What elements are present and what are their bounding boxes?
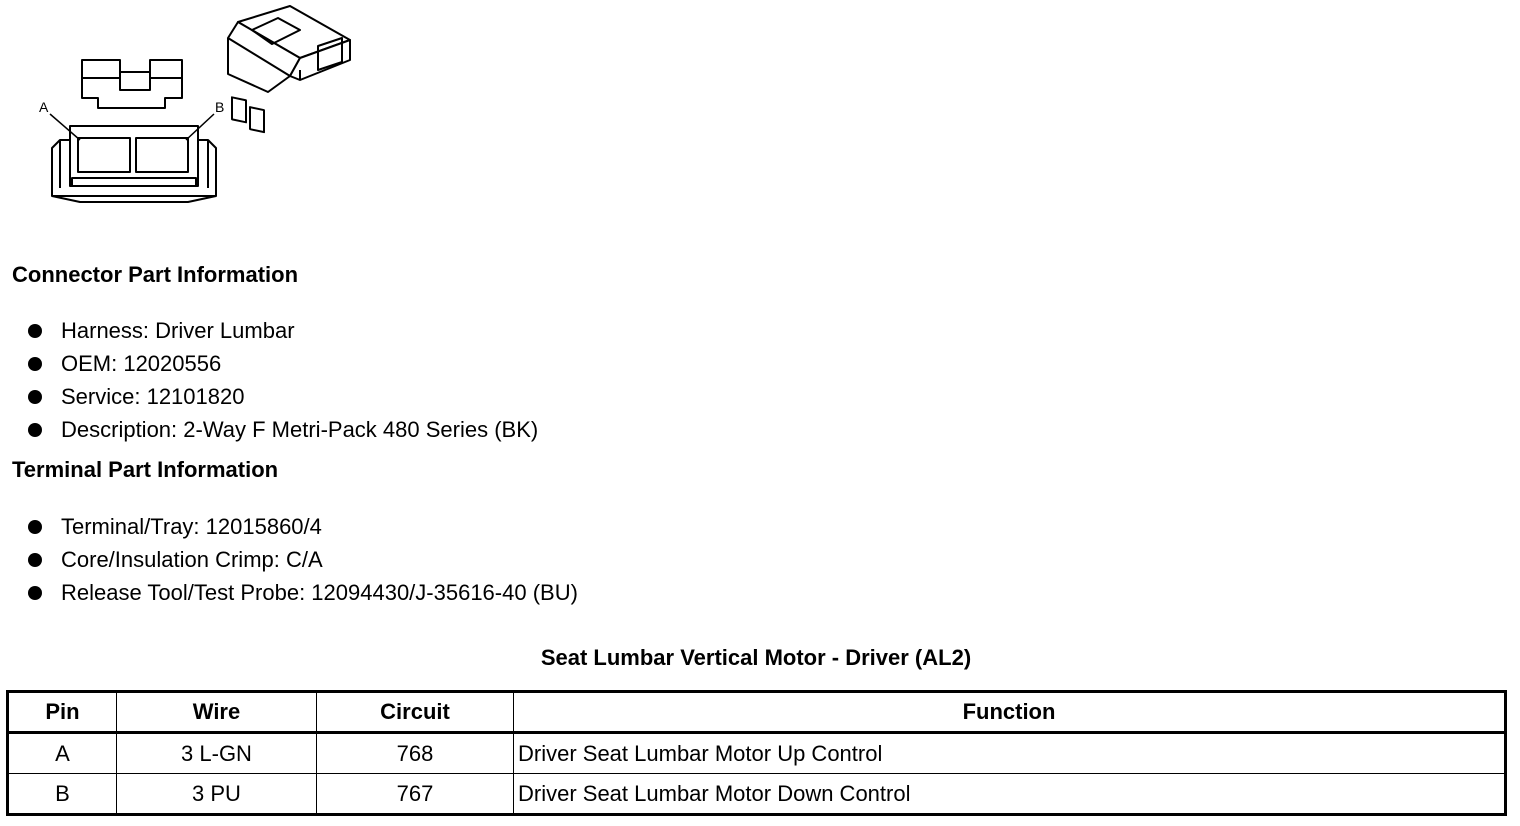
pin-table [6,690,1507,816]
table-header-row [8,692,1506,733]
bullet-icon [28,390,42,404]
wire-cell: 3 PU [117,774,317,815]
bullet-icon [28,357,42,371]
pin-label-a: A [39,99,49,115]
connector-diagram [0,0,380,220]
bullet-icon [28,423,42,437]
function-column-header: Function [514,692,1506,733]
list-item [28,380,538,413]
terminal-tray-text: Terminal/Tray: 12015860/4 [61,514,322,539]
bullet-icon [28,586,42,600]
pin-cell: B [8,774,117,815]
bullet-icon [28,553,42,567]
pin-table-title: Seat Lumbar Vertical Motor - Driver (AL2) [540,645,972,670]
release-tool-text: Release Tool/Test Probe: 12094430/J-35616-40 (BU) [61,580,578,605]
list-item [28,413,538,446]
connector-isometric-view [228,6,350,132]
wire-column-header: Wire [117,692,317,733]
list-item [28,510,578,543]
service-text: Service: 12101820 [61,384,245,409]
wire-cell: 3 L-GN [117,733,317,774]
table-row [8,733,1506,774]
list-item [28,347,538,380]
list-item [28,314,538,347]
harness-text: Harness: Driver Lumbar [61,318,295,343]
description-text: Description: 2-Way F Metri-Pack 480 Series (BK) [61,417,539,442]
table-row [8,774,1506,815]
list-item [28,576,578,609]
function-cell: Driver Seat Lumbar Motor Down Control [514,774,1506,815]
crimp-text: Core/Insulation Crimp: C/A [61,547,323,572]
circuit-cell: 767 [317,774,514,815]
function-cell: Driver Seat Lumbar Motor Up Control [514,733,1506,774]
list-item [28,543,578,576]
connector-part-info-heading: Connector Part Information [12,262,299,287]
oem-text: OEM: 12020556 [61,351,222,376]
bullet-icon [28,520,42,534]
bullet-icon [28,324,42,338]
connector-front-view [52,60,216,202]
pin-label-b: B [215,99,225,115]
circuit-column-header: Circuit [317,692,514,733]
connector-part-info-list [28,314,538,446]
terminal-part-info-heading: Terminal Part Information [12,457,279,482]
terminal-part-info-list [28,510,578,609]
pin-column-header: Pin [8,692,117,733]
pin-cell: A [8,733,117,774]
circuit-cell: 768 [317,733,514,774]
